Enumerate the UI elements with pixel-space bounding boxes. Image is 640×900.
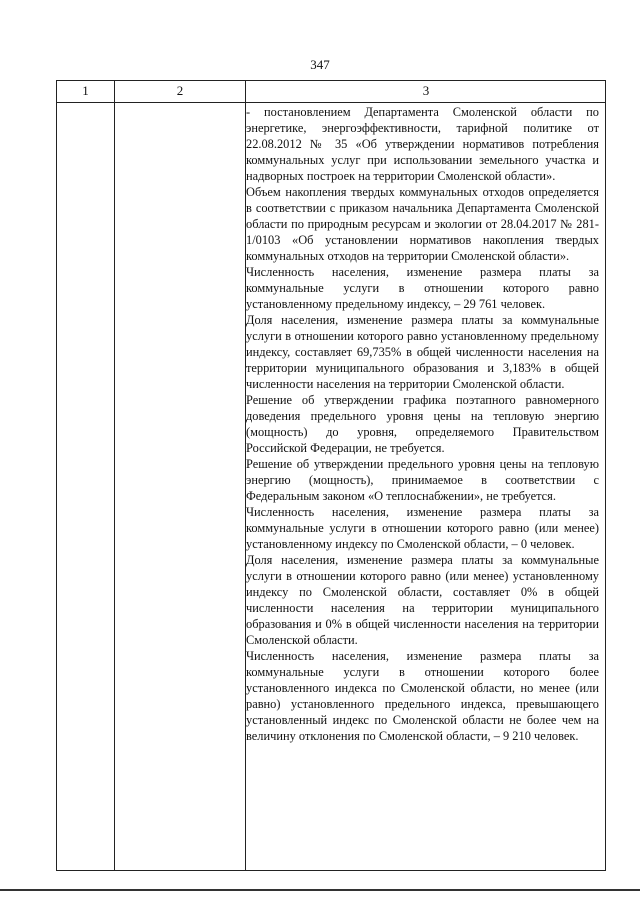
header-col-1: 1 <box>82 83 89 98</box>
paragraph: Доля населения, изменение размера платы за коммунальные услуги в отношении которого равно установленному предельному индексу, составляет 69,735% в общей численности населения на территории муниципального образования и 3,183% в общей численности населения на территории Смоленской области. <box>246 313 599 391</box>
scan-bottom-edge <box>0 889 640 891</box>
paragraph: Численность населения, изменение размера платы за коммунальные услуги в отношении которого равно установленному предельному индексу, – 29 761 человек. <box>246 265 599 311</box>
document-table <box>56 80 606 871</box>
table-header-row <box>57 81 605 103</box>
paragraph: Решение об утверждении графика поэтапного равномерного доведения предельного уровня цены на тепловую энергию (мощность) до уровня, определяемого Правительством Российской Федерации, не требуется. <box>246 393 599 455</box>
paragraph: Объем накопления твердых коммунальных отходов определяется в соответствии с приказом начальника Департамента Смоленской области по природным ресурсам и экологии от 28.04.2017 № 281-1/0103 «Об установлении нормативов накопления твердых коммунальных отходов на территории Смоленской области». <box>246 185 599 263</box>
column-divider-1 <box>114 81 115 870</box>
page-number: 347 <box>310 57 330 72</box>
paragraph: Численность населения, изменение размера платы за коммунальные услуги в отношении которого более установленного индекса по Смоленской области, но менее (или равно) установленного предельного индекса, превышающего установленный индекс по Смоленской области не более чем на величину отклонения по Смоленской области, – 9 210 человек. <box>246 649 599 743</box>
paragraph: Численность населения, изменение размера платы за коммунальные услуги в отношении которого равно (или менее) установленному индексу по Смоленской области, – 0 человек. <box>246 505 599 551</box>
column-3-content <box>246 104 599 744</box>
paragraph: Решение об утверждении предельного уровня цены на тепловую энергию (мощность), принимаемое в соответствии с Федеральным законом «О теплоснабжении», не требуется. <box>246 457 599 503</box>
header-col-2: 2 <box>176 83 184 98</box>
paragraph: Доля населения, изменение размера платы за коммунальные услуги в отношении которого равно (или менее) установленному индексу по Смоленской области, составляет 0% в общей численности населения на территории муниципального образования и 0% в общей численности населения на территории Смоленской области. <box>246 553 599 647</box>
paragraph: - постановлением Департамента Смоленской области по энергетике, энергоэффективности, тарифной политике от 22.08.2012 № 35 «Об утверждении нормативов потребления коммунальных услуг при использовании земельного участка и надворных построек на территории Смоленской области». <box>246 105 599 183</box>
header-col-3: 3 <box>422 83 430 98</box>
